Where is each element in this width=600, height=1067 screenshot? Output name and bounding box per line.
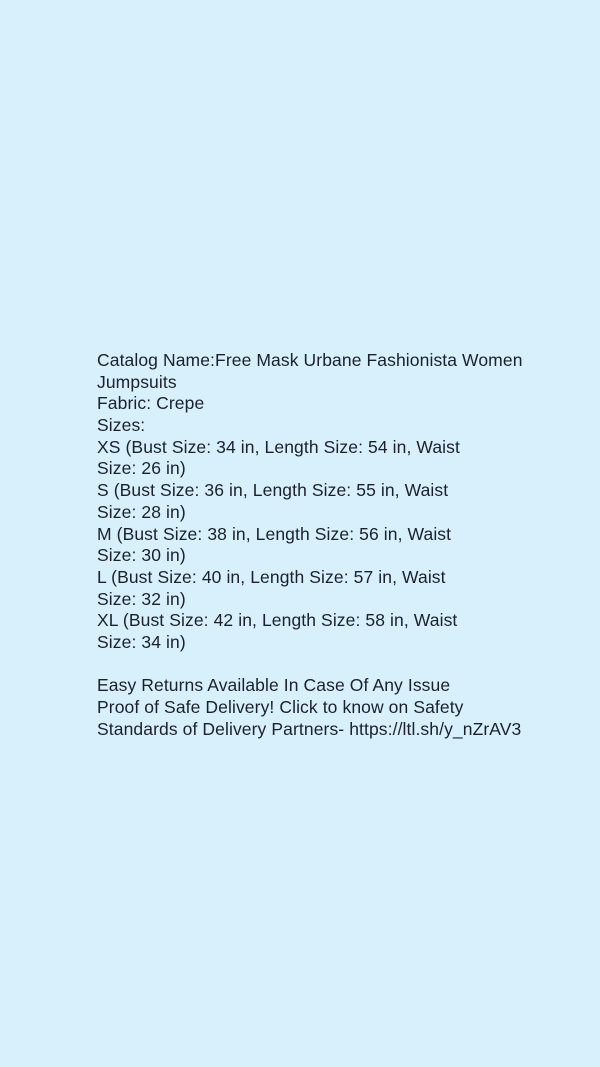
delivery-note-line-2-prefix: Standards of Delivery Partners- [97, 718, 350, 739]
size-s-line-1: S (Bust Size: 36 in, Length Size: 55 in, Waist [97, 480, 449, 501]
size-xl-line-2: Size: 34 in) [97, 631, 186, 652]
product-description-text [97, 350, 567, 740]
delivery-note-line-2 [97, 719, 567, 741]
size-m-line-2: Size: 30 in) [97, 545, 186, 566]
size-xs-line-2: Size: 26 in) [97, 458, 186, 479]
sizes-heading: Sizes: [97, 415, 146, 436]
returns-note-line: Easy Returns Available In Case Of Any Issue [97, 675, 451, 696]
catalog-name-line-2: Jumpsuits [97, 371, 177, 392]
safety-standards-link[interactable]: https://ltl.sh/y_nZrAV3 [349, 718, 522, 739]
size-l-line-1: L (Bust Size: 40 in, Length Size: 57 in, Waist [97, 566, 446, 587]
fabric-line: Fabric: Crepe [97, 393, 205, 414]
size-l-line-2: Size: 32 in) [97, 588, 186, 609]
size-s-line-2: Size: 28 in) [97, 501, 186, 522]
blank-line [97, 654, 567, 676]
delivery-note-line-1: Proof of Safe Delivery! Click to know on Safety [97, 697, 464, 717]
catalog-name-line-1: Catalog Name:Free Mask Urbane Fashionista Women [97, 350, 523, 370]
size-xs-line-1: XS (Bust Size: 34 in, Length Size: 54 in, Waist [97, 436, 460, 457]
size-m-line-1: M (Bust Size: 38 in, Length Size: 56 in, Waist [97, 523, 452, 544]
size-xl-line-1: XL (Bust Size: 42 in, Length Size: 58 in, Waist [97, 610, 458, 631]
